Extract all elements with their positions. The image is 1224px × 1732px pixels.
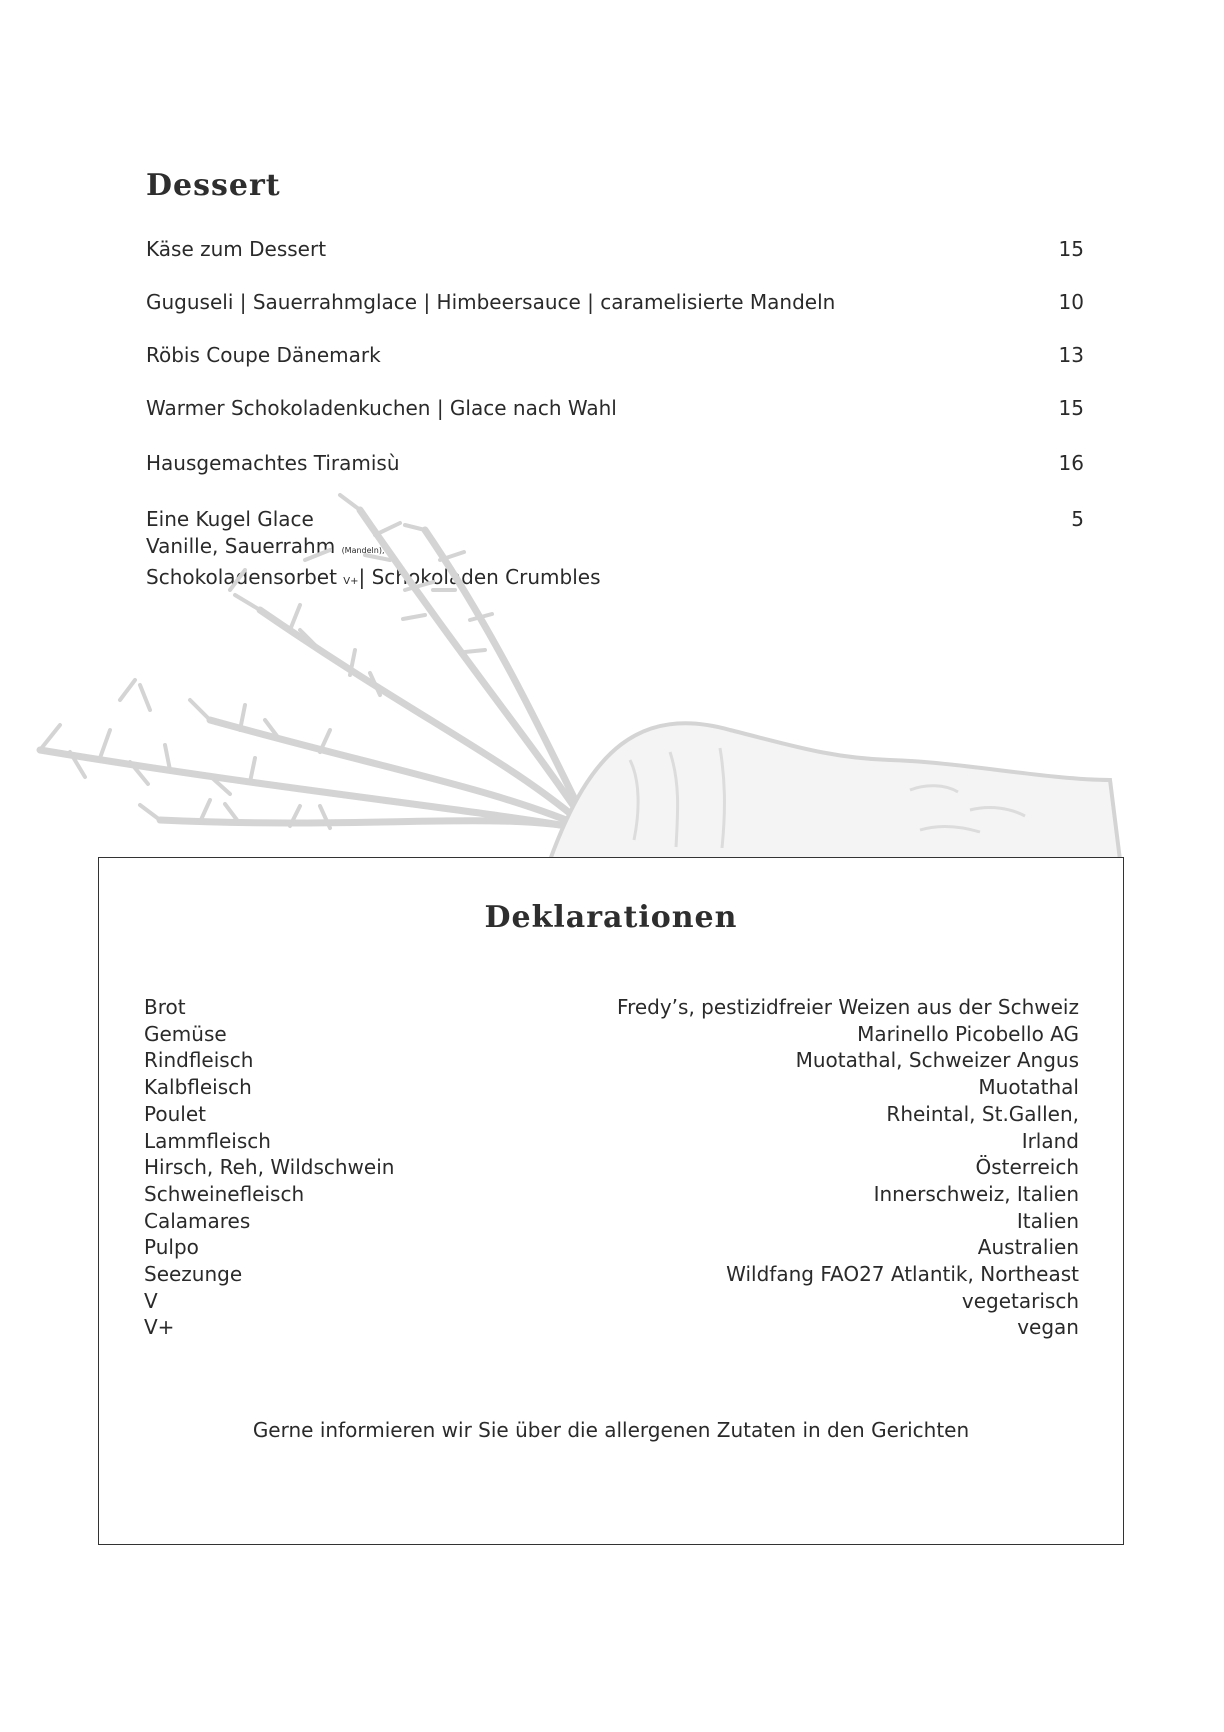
declaration-row — [144, 1314, 1079, 1341]
declaration-item: Rindfleisch — [144, 1048, 254, 1073]
dessert-item-name: Käse zum Dessert — [146, 237, 327, 261]
flavor-text: Vanille, Sauerrahm — [146, 534, 336, 558]
declaration-origin: Rheintal, St.Gallen, — [886, 1101, 1079, 1126]
dessert-item-name: Warmer Schokoladenkuchen | Glace nach Wahl — [146, 396, 617, 420]
dessert-item-price: 16 — [1058, 451, 1084, 475]
declarations-list — [144, 994, 1079, 1341]
declaration-item: Poulet — [144, 1101, 206, 1126]
declaration-row — [144, 1181, 1079, 1208]
flavor-text: Schokoladensorbet — [146, 565, 337, 589]
declarations-box — [98, 857, 1124, 1545]
declaration-row — [144, 1234, 1079, 1261]
declaration-origin: vegetarisch — [961, 1288, 1079, 1313]
declaration-row — [144, 1154, 1079, 1181]
dessert-item-price: 13 — [1058, 343, 1084, 367]
allergen-note: (Mandeln), — [341, 546, 385, 555]
dessert-item-price: 15 — [1058, 237, 1084, 261]
dessert-item — [146, 395, 1084, 422]
dessert-title: Dessert — [146, 168, 281, 203]
dessert-item — [146, 289, 1084, 316]
declaration-item: V+ — [144, 1315, 175, 1340]
declaration-row — [144, 1047, 1079, 1074]
dessert-item-price: 10 — [1058, 290, 1084, 314]
declaration-row — [144, 1101, 1079, 1128]
declaration-origin: Innerschweiz, Italien — [873, 1181, 1079, 1206]
declaration-origin: Italien — [1016, 1208, 1079, 1233]
declaration-origin: Marinello Picobello AG — [857, 1021, 1079, 1046]
declarations-title: Deklarationen — [484, 900, 738, 935]
declaration-item: Brot — [144, 995, 186, 1019]
dessert-item-price: 15 — [1058, 396, 1084, 420]
declaration-origin: Wildfang FAO27 Atlantik, Northeast — [726, 1262, 1079, 1287]
declaration-item: Calamares — [144, 1208, 251, 1233]
declaration-origin: Muotathal, Schweizer Angus — [795, 1048, 1079, 1073]
dessert-item-name: Guguseli | Sauerrahmglace | Himbeersauce | caramelisierte Mandeln — [146, 290, 836, 314]
declaration-origin: Fredy’s, pestizidfreier Weizen aus der Schweiz — [617, 995, 1079, 1019]
declaration-row — [144, 1288, 1079, 1315]
dessert-item — [146, 342, 1084, 369]
allergen-info-note: Gerne informieren wir Sie über die allergenen Zutaten in den Gerichten — [252, 1418, 970, 1442]
declaration-item: V — [144, 1288, 158, 1313]
declaration-origin: vegan — [1017, 1315, 1079, 1340]
declaration-item: Schweinefleisch — [144, 1181, 305, 1206]
declaration-origin: Australien — [977, 1235, 1079, 1260]
declaration-item: Pulpo — [144, 1235, 199, 1260]
dessert-item-price: 5 — [1071, 507, 1084, 531]
declaration-item: Kalbfleisch — [144, 1075, 252, 1100]
declaration-origin: Österreich — [975, 1155, 1079, 1180]
declaration-item: Seezunge — [144, 1262, 243, 1287]
declaration-item: Hirsch, Reh, Wildschwein — [144, 1155, 395, 1180]
vegan-mark: V+ — [343, 576, 359, 587]
declaration-item: Gemüse — [144, 1021, 227, 1046]
declaration-row — [144, 1021, 1079, 1048]
dessert-item-name: Eine Kugel Glace — [146, 507, 314, 531]
dessert-item — [146, 450, 1084, 477]
declaration-row — [144, 1128, 1079, 1155]
declaration-origin: Muotathal — [978, 1075, 1079, 1100]
declaration-origin: Irland — [1021, 1128, 1079, 1153]
declaration-item: Lammfleisch — [144, 1128, 271, 1153]
declaration-row — [144, 1208, 1079, 1235]
dessert-item — [146, 236, 1084, 263]
carrot-icon — [30, 490, 1130, 860]
declaration-row — [144, 1074, 1079, 1101]
dessert-list — [146, 236, 1084, 589]
flavor-text: | Schokoladen Crumbles — [358, 565, 601, 589]
declaration-row — [144, 994, 1079, 1021]
dessert-item-name: Hausgemachtes Tiramisù — [146, 451, 400, 475]
dessert-item-name: Röbis Coupe Dänemark — [146, 343, 381, 367]
declaration-row — [144, 1261, 1079, 1288]
